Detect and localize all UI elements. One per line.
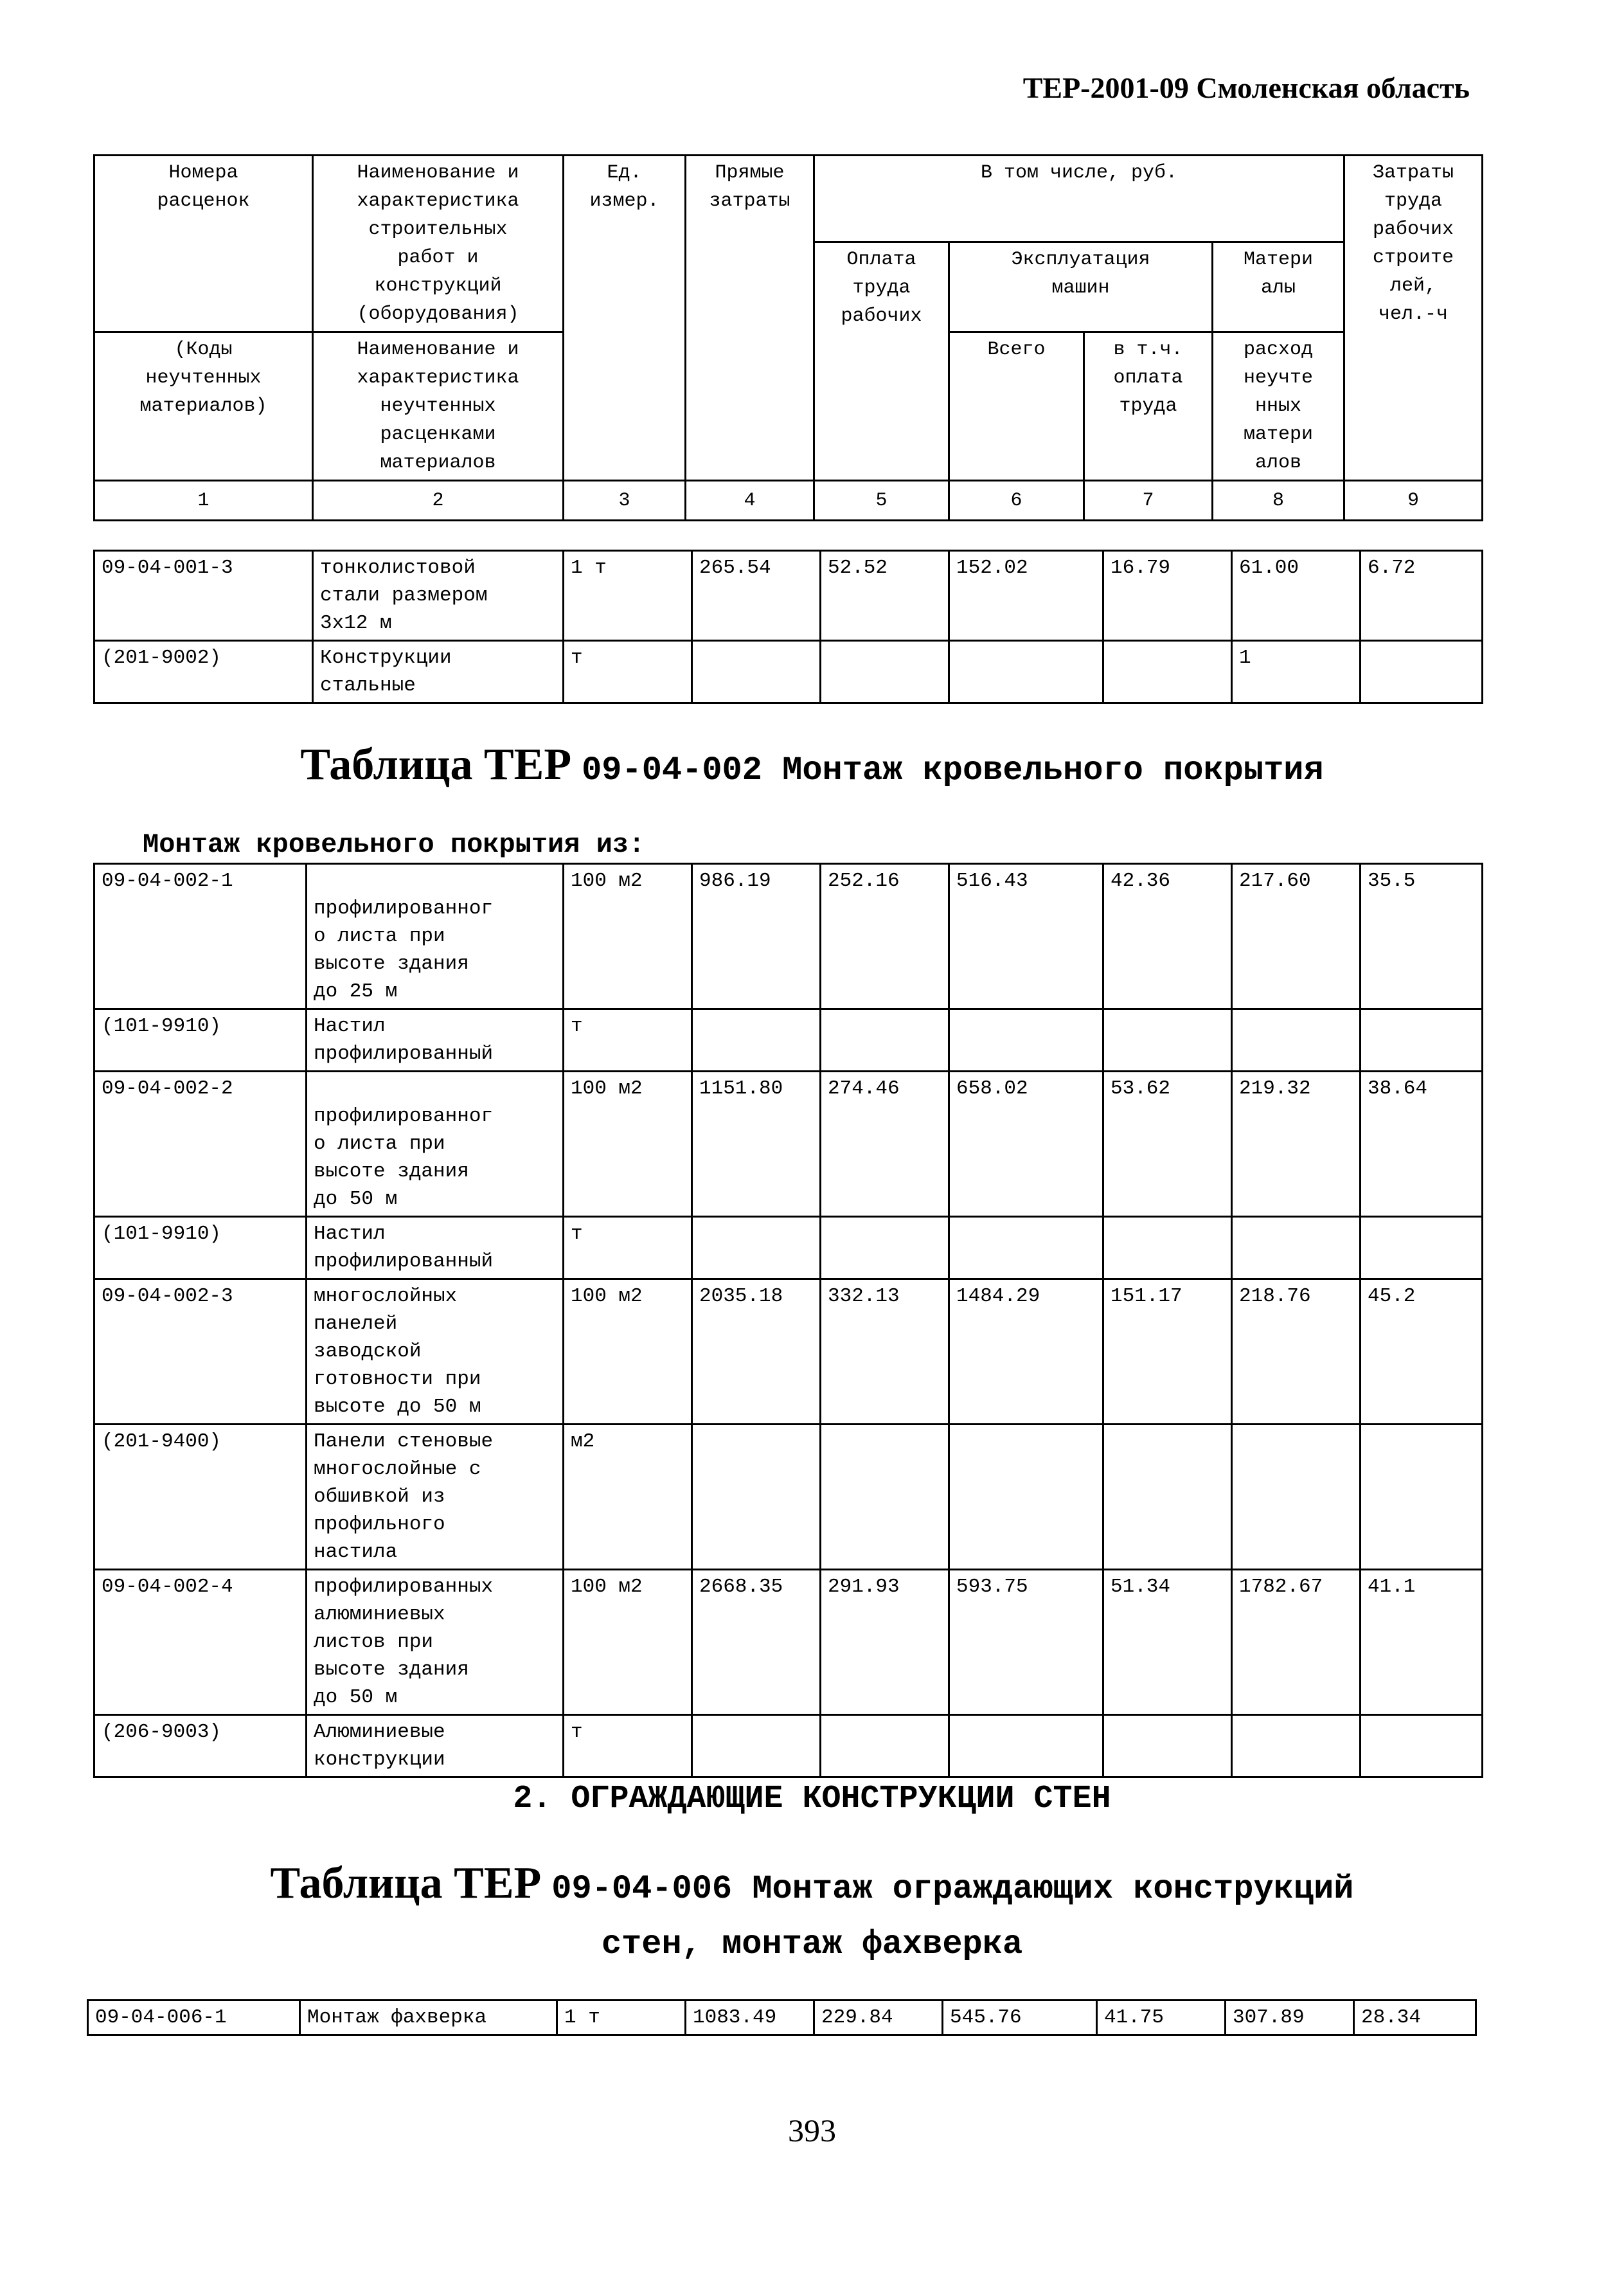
machines-labor-cell: 51.34 <box>1103 1570 1232 1715</box>
item-name-cell: профилированных алюминиевых листов при высоте здания до 50 м <box>307 1570 564 1715</box>
materials-cell: 1 <box>1232 641 1361 703</box>
direct-costs-cell <box>692 641 821 703</box>
running-header: ТЕР-2001-09 Смоленская область <box>1022 71 1470 104</box>
header-machines: Эксплуатация машин <box>949 242 1213 332</box>
header-material-use: расход неучте нных матери алов <box>1213 332 1344 481</box>
column-header-table <box>93 154 1483 521</box>
machines-total-cell <box>949 1217 1103 1279</box>
machines-labor-cell <box>1103 1715 1232 1777</box>
machines-total-cell <box>949 641 1103 703</box>
materials-cell <box>1232 1425 1361 1570</box>
header-including: В том числе, руб. <box>814 156 1344 242</box>
unit-cell: 100 м2 <box>564 1072 692 1217</box>
section-heading: 2. ОГРАЖДАЮЩИЕ КОНСТРУКЦИИ СТЕН <box>513 1781 1111 1817</box>
direct-costs-cell: 265.54 <box>692 551 821 641</box>
labor-hours-cell: 28.34 <box>1354 2001 1476 2035</box>
rate-code-cell: (201-9002) <box>94 641 313 703</box>
unit-cell: 1 т <box>557 2001 686 2035</box>
labor-pay-cell: 229.84 <box>814 2001 943 2035</box>
header-material-codes: (Коды неучтенных материалов) <box>94 332 313 481</box>
table-title-prefix: Таблица ТЕР <box>270 1858 542 1908</box>
item-name-cell: Настил профилированный <box>307 1009 564 1072</box>
item-name-cell: Панели стеновые многослойные с обшивкой из профильного настила <box>307 1425 564 1570</box>
item-name-cell: профилированног о листа при высоте здания до 50 м <box>307 1072 564 1217</box>
materials-cell <box>1232 1009 1361 1072</box>
table-row <box>94 551 1483 641</box>
labor-pay-cell <box>821 1425 949 1570</box>
header-col-number: 9 <box>1344 481 1483 521</box>
labor-hours-cell: 41.1 <box>1361 1570 1483 1715</box>
table-row <box>94 1425 1483 1570</box>
materials-cell: 307.89 <box>1226 2001 1354 2035</box>
labor-pay-cell: 332.13 <box>821 1279 949 1425</box>
rate-code-cell: 09-04-002-3 <box>94 1279 307 1425</box>
machines-labor-cell: 42.36 <box>1103 864 1232 1009</box>
rates-table-09-04-002 <box>93 863 1483 1778</box>
header-material-names: Наименование и характеристика неучтенных расценками материалов <box>313 332 564 481</box>
header-labor-pay: Оплата труда рабочих <box>814 242 949 481</box>
machines-labor-cell <box>1103 641 1232 703</box>
rate-code-cell: 09-04-001-3 <box>94 551 313 641</box>
table-row <box>94 864 1483 1009</box>
labor-pay-cell <box>821 1217 949 1279</box>
header-name: Наименование и характеристика строительных работ и конструкций (оборудования) <box>313 156 564 332</box>
direct-costs-cell: 1151.80 <box>692 1072 821 1217</box>
direct-costs-cell <box>692 1217 821 1279</box>
unit-cell: т <box>564 1009 692 1072</box>
header-unit: Ед. измер. <box>564 156 686 481</box>
materials-cell: 219.32 <box>1232 1072 1361 1217</box>
header-code: Номера расценок <box>94 156 313 332</box>
direct-costs-cell: 2035.18 <box>692 1279 821 1425</box>
labor-pay-cell <box>821 641 949 703</box>
rate-code-cell: 09-04-006-1 <box>88 2001 300 2035</box>
machines-total-cell: 1484.29 <box>949 1279 1103 1425</box>
table-title-text: 09-04-006 Монтаж ограждающих конструкций <box>551 1870 1354 1908</box>
table-title-line2 <box>0 1916 1624 1963</box>
item-name-cell: Алюминиевые конструкции <box>307 1715 564 1777</box>
rate-code-cell: 09-04-002-4 <box>94 1570 307 1715</box>
header-col-number: 2 <box>313 481 564 521</box>
machines-labor-cell: 151.17 <box>1103 1279 1232 1425</box>
header-materials: Матери алы <box>1213 242 1344 332</box>
header-col-number: 3 <box>564 481 686 521</box>
machines-labor-cell <box>1103 1217 1232 1279</box>
materials-cell: 61.00 <box>1232 551 1361 641</box>
header-col-number: 5 <box>814 481 949 521</box>
rate-code-cell: (201-9400) <box>94 1425 307 1570</box>
machines-labor-cell: 41.75 <box>1097 2001 1226 2035</box>
machines-total-cell <box>949 1425 1103 1570</box>
unit-cell: 100 м2 <box>564 1570 692 1715</box>
materials-cell: 1782.67 <box>1232 1570 1361 1715</box>
rate-code-cell: (206-9003) <box>94 1715 307 1777</box>
unit-cell: 1 т <box>564 551 692 641</box>
header-col-number: 4 <box>686 481 814 521</box>
materials-cell: 218.76 <box>1232 1279 1361 1425</box>
rates-table-09-04-001 <box>93 550 1483 704</box>
labor-pay-cell: 274.46 <box>821 1072 949 1217</box>
header-machines-labor: в т.ч. оплата труда <box>1084 332 1213 481</box>
machines-labor-cell: 53.62 <box>1103 1072 1232 1217</box>
page-number: 393 <box>788 2112 836 2148</box>
table-row <box>94 1072 1483 1217</box>
direct-costs-cell: 2668.35 <box>692 1570 821 1715</box>
table-row <box>94 1279 1483 1425</box>
unit-cell: т <box>564 641 692 703</box>
direct-costs-cell: 1083.49 <box>686 2001 814 2035</box>
header-direct-costs: Прямые затраты <box>686 156 814 481</box>
direct-costs-cell: 986.19 <box>692 864 821 1009</box>
materials-cell <box>1232 1217 1361 1279</box>
machines-total-cell: 545.76 <box>943 2001 1097 2035</box>
machines-total-cell: 152.02 <box>949 551 1103 641</box>
unit-cell: 100 м2 <box>564 864 692 1009</box>
labor-hours-cell <box>1361 1217 1483 1279</box>
unit-cell: м2 <box>564 1425 692 1570</box>
machines-labor-cell <box>1103 1009 1232 1072</box>
machines-total-cell <box>949 1715 1103 1777</box>
labor-pay-cell: 252.16 <box>821 864 949 1009</box>
table-row <box>88 2001 1476 2035</box>
labor-hours-cell: 45.2 <box>1361 1279 1483 1425</box>
rate-code-cell: 09-04-002-1 <box>94 864 307 1009</box>
item-name-cell: Монтаж фахверка <box>300 2001 557 2035</box>
labor-pay-cell <box>821 1715 949 1777</box>
machines-total-cell: 516.43 <box>949 864 1103 1009</box>
direct-costs-cell <box>692 1425 821 1570</box>
labor-pay-cell <box>821 1009 949 1072</box>
header-col-number: 6 <box>949 481 1084 521</box>
unit-cell: 100 м2 <box>564 1279 692 1425</box>
machines-labor-cell: 16.79 <box>1103 551 1232 641</box>
table-title-text: 09-04-002 Монтаж кровельного покрытия <box>582 751 1324 789</box>
machines-total-cell: 593.75 <box>949 1570 1103 1715</box>
materials-cell <box>1232 1715 1361 1777</box>
header-col-number: 7 <box>1084 481 1213 521</box>
rate-code-cell: 09-04-002-2 <box>94 1072 307 1217</box>
machines-total-cell: 658.02 <box>949 1072 1103 1217</box>
unit-cell: т <box>564 1217 692 1279</box>
labor-hours-cell: 38.64 <box>1361 1072 1483 1217</box>
machines-labor-cell <box>1103 1425 1232 1570</box>
header-col-number: 8 <box>1213 481 1344 521</box>
rate-code-cell: (101-9910) <box>94 1217 307 1279</box>
header-col-number: 1 <box>94 481 313 521</box>
rates-table-09-04-006 <box>87 1999 1477 2036</box>
item-name-cell: профилированног о листа при высоте здания до 25 м <box>307 864 564 1009</box>
header-labor-hours: Затраты труда рабочих строите лей, чел.-ч <box>1344 156 1483 481</box>
table-title-09-04-002 <box>0 739 1624 791</box>
item-name-cell: многослойных панелей заводской готовности при высоте до 50 м <box>307 1279 564 1425</box>
item-name-cell: Конструкции стальные <box>313 641 564 703</box>
header-machines-total: Всего <box>949 332 1084 481</box>
labor-pay-cell: 291.93 <box>821 1570 949 1715</box>
table-caption: Монтаж кровельного покрытия из: <box>143 829 645 860</box>
table-row <box>94 1217 1483 1279</box>
labor-hours-cell: 6.72 <box>1361 551 1483 641</box>
labor-hours-cell: 35.5 <box>1361 864 1483 1009</box>
labor-pay-cell: 52.52 <box>821 551 949 641</box>
direct-costs-cell <box>692 1009 821 1072</box>
item-name-cell: Настил профилированный <box>307 1217 564 1279</box>
labor-hours-cell <box>1361 641 1483 703</box>
item-name-cell: тонколистовой стали размером 3x12 м <box>313 551 564 641</box>
table-row <box>94 1570 1483 1715</box>
table-row <box>94 641 1483 703</box>
machines-total-cell <box>949 1009 1103 1072</box>
direct-costs-cell <box>692 1715 821 1777</box>
unit-cell: т <box>564 1715 692 1777</box>
table-title-prefix: Таблица ТЕР <box>300 740 572 789</box>
table-title-09-04-006 <box>0 1858 1624 1909</box>
labor-hours-cell <box>1361 1009 1483 1072</box>
table-row <box>94 1715 1483 1777</box>
table-row <box>94 1009 1483 1072</box>
table-title-text: стен, монтаж фахверка <box>601 1925 1023 1963</box>
labor-hours-cell <box>1361 1715 1483 1777</box>
materials-cell: 217.60 <box>1232 864 1361 1009</box>
labor-hours-cell <box>1361 1425 1483 1570</box>
rate-code-cell: (101-9910) <box>94 1009 307 1072</box>
